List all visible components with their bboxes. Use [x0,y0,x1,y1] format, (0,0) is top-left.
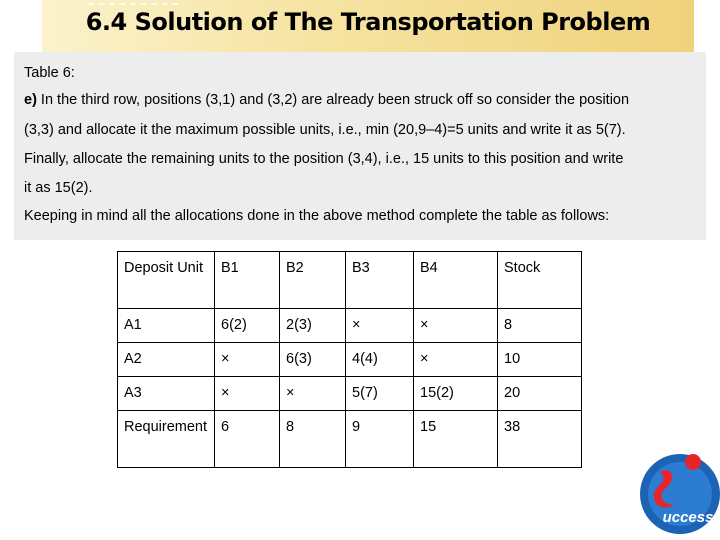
success-logo [636,448,720,540]
table-row [118,343,582,377]
table-cell: × [346,309,414,343]
paragraph-line-3: Finally, allocate the remaining units to the position (3,4), i.e., 15 units to this position and write [24,151,624,167]
logo-text: uccess [662,509,714,526]
table-cell: 10 [498,343,582,377]
table-cell: 9 [346,411,414,468]
paragraph-line-1: e) In the third row, positions (3,1) and (3,2) are already been struck off so consider the position [24,92,630,108]
header-cell: Deposit Unit [118,252,215,309]
header-cell: Stock [498,252,582,309]
table-cell: × [414,343,498,377]
table-row [118,411,582,468]
table-cell: 2(3) [280,309,346,343]
table-row [118,377,582,411]
table-cell: 5(7) [346,377,414,411]
table-cell: 20 [498,377,582,411]
table-cell: 38 [498,411,582,468]
table-cell: 15(2) [414,377,498,411]
table-cell: 8 [280,411,346,468]
paragraph-line-5: Keeping in mind all the allocations done in the above method complete the table as follows: [24,208,610,224]
transportation-table [117,251,582,468]
table-cell: A2 [118,343,215,377]
banner-dash-decoration [88,3,178,5]
title-banner [42,0,694,52]
table-cell: × [280,377,346,411]
table-cell: × [215,377,280,411]
table-cell: Requirement [118,411,215,468]
table-cell: 4(4) [346,343,414,377]
header-cell: B3 [346,252,414,309]
table-row [118,309,582,343]
table-cell: 6(3) [280,343,346,377]
table-cell: × [215,343,280,377]
table-cell: 8 [498,309,582,343]
header-cell: B4 [414,252,498,309]
table-cell: 15 [414,411,498,468]
header-cell: B1 [215,252,280,309]
item-label: e) [24,92,37,108]
table-cell: 6 [215,411,280,468]
table-cell: × [414,309,498,343]
header-cell: B2 [280,252,346,309]
paragraph-line-2: (3,3) and allocate it the maximum possible units, i.e., min (20,9–4)=5 units and write it as 5(7). [24,122,626,138]
table-caption: Table 6: [24,65,75,81]
table-cell: A1 [118,309,215,343]
paragraph-line-4: it as 15(2). [24,180,93,196]
content-panel [14,52,706,240]
table-cell: 6(2) [215,309,280,343]
table-cell: A3 [118,377,215,411]
page-title: 6.4 Solution of The Transportation Problem [85,8,651,36]
table-header-row [118,252,582,309]
